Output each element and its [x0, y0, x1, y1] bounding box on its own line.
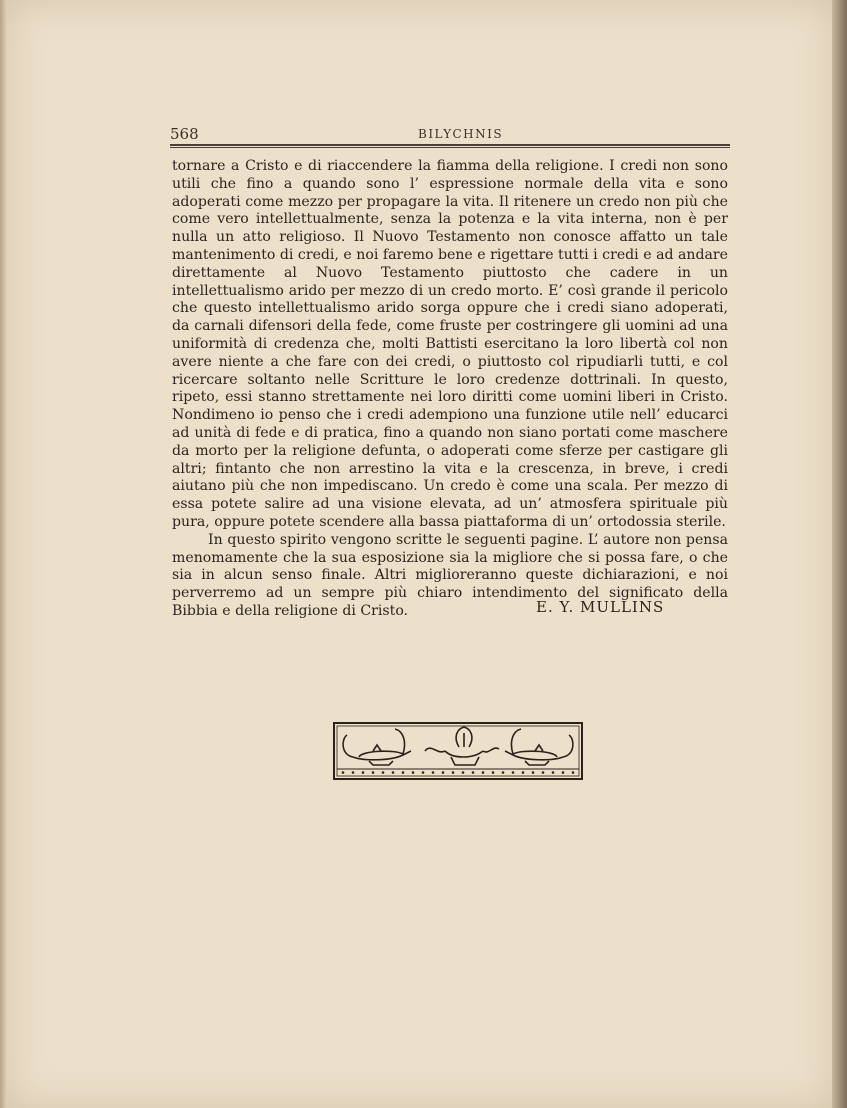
header-rule-thin [170, 147, 730, 148]
paragraph: tornare a Cristo e di riaccendere la fiamma della religione. I credi non sono utili che fino a quando sono l’ espressione normale della vita e sono adoperati come mezzo per propagare la vita. Il ritenere un credo non più che come vero intellettualmente, senza la potenza e la vita interna, non è per nulla un atto religioso. Il Nuovo Testamento non conosce affatto un tale mantenimento di credi, e noi faremo bene e rigettare tutti i credi e ad andare direttamente al Nuovo Testamento piuttosto che cadere in un intellettualismo arido per mezzo di un credo morto. E’ così grande il pericolo che questo intellettualismo arido sorga oppure che i credi siano adoperati, da carnali difensori della fede, come fruste per costringere gli uomini ad una uniformità di credenza che, molti Battisti esercitano la loro libertà col non avere niente a che fare con dei credi, o piuttosto col ripudiarli tutti, e col ricercare soltanto nelle Scritture le loro credenze dottrinali. In questo, ripeto, essi stanno strettamente nei loro diritti come uomini liberi in Cristo. Nondimeno io penso che i credi adempiono una funzione utile nell’ educarci ad unità di fede e di pratica, fino a quando non siano portati come maschere da morto per la religione defunta, o adoperati come sferze per castigare gli altri; fintanto che non arrestino la vita e la crescenza, in breve, i credi aiutano più che non impediscano. Un credo è come una scala. Per mezzo di essa potete salire ad una visione elevata, ad un’ atmosfera spirituale più pura, oppure potete scendere alla bassa piattaforma di un’ ortodossia sterile. [172, 158, 728, 530]
author-signature: E. Y. MULLINS [536, 598, 665, 616]
header-rule [170, 144, 730, 146]
page-right-edge [832, 0, 847, 1108]
page-header [170, 120, 730, 148]
paragraph: In questo spirito vengono scritte le seguenti pagine. L’ autore non pensa menomamente che la sua esposizione sia la migliore che si possa fare, o che sia in alcun senso finale. Altri miglioreranno queste dichiarazioni, e noi perverremo ad un sempre più chiaro intendimento del significato della Bibbia e della religione di Cristo. [172, 531, 728, 619]
body-text [172, 158, 728, 621]
page-number: 568 [170, 125, 199, 143]
running-head: BILYCHNIS [418, 127, 504, 141]
oil-lamps-ornament-icon [333, 721, 583, 781]
